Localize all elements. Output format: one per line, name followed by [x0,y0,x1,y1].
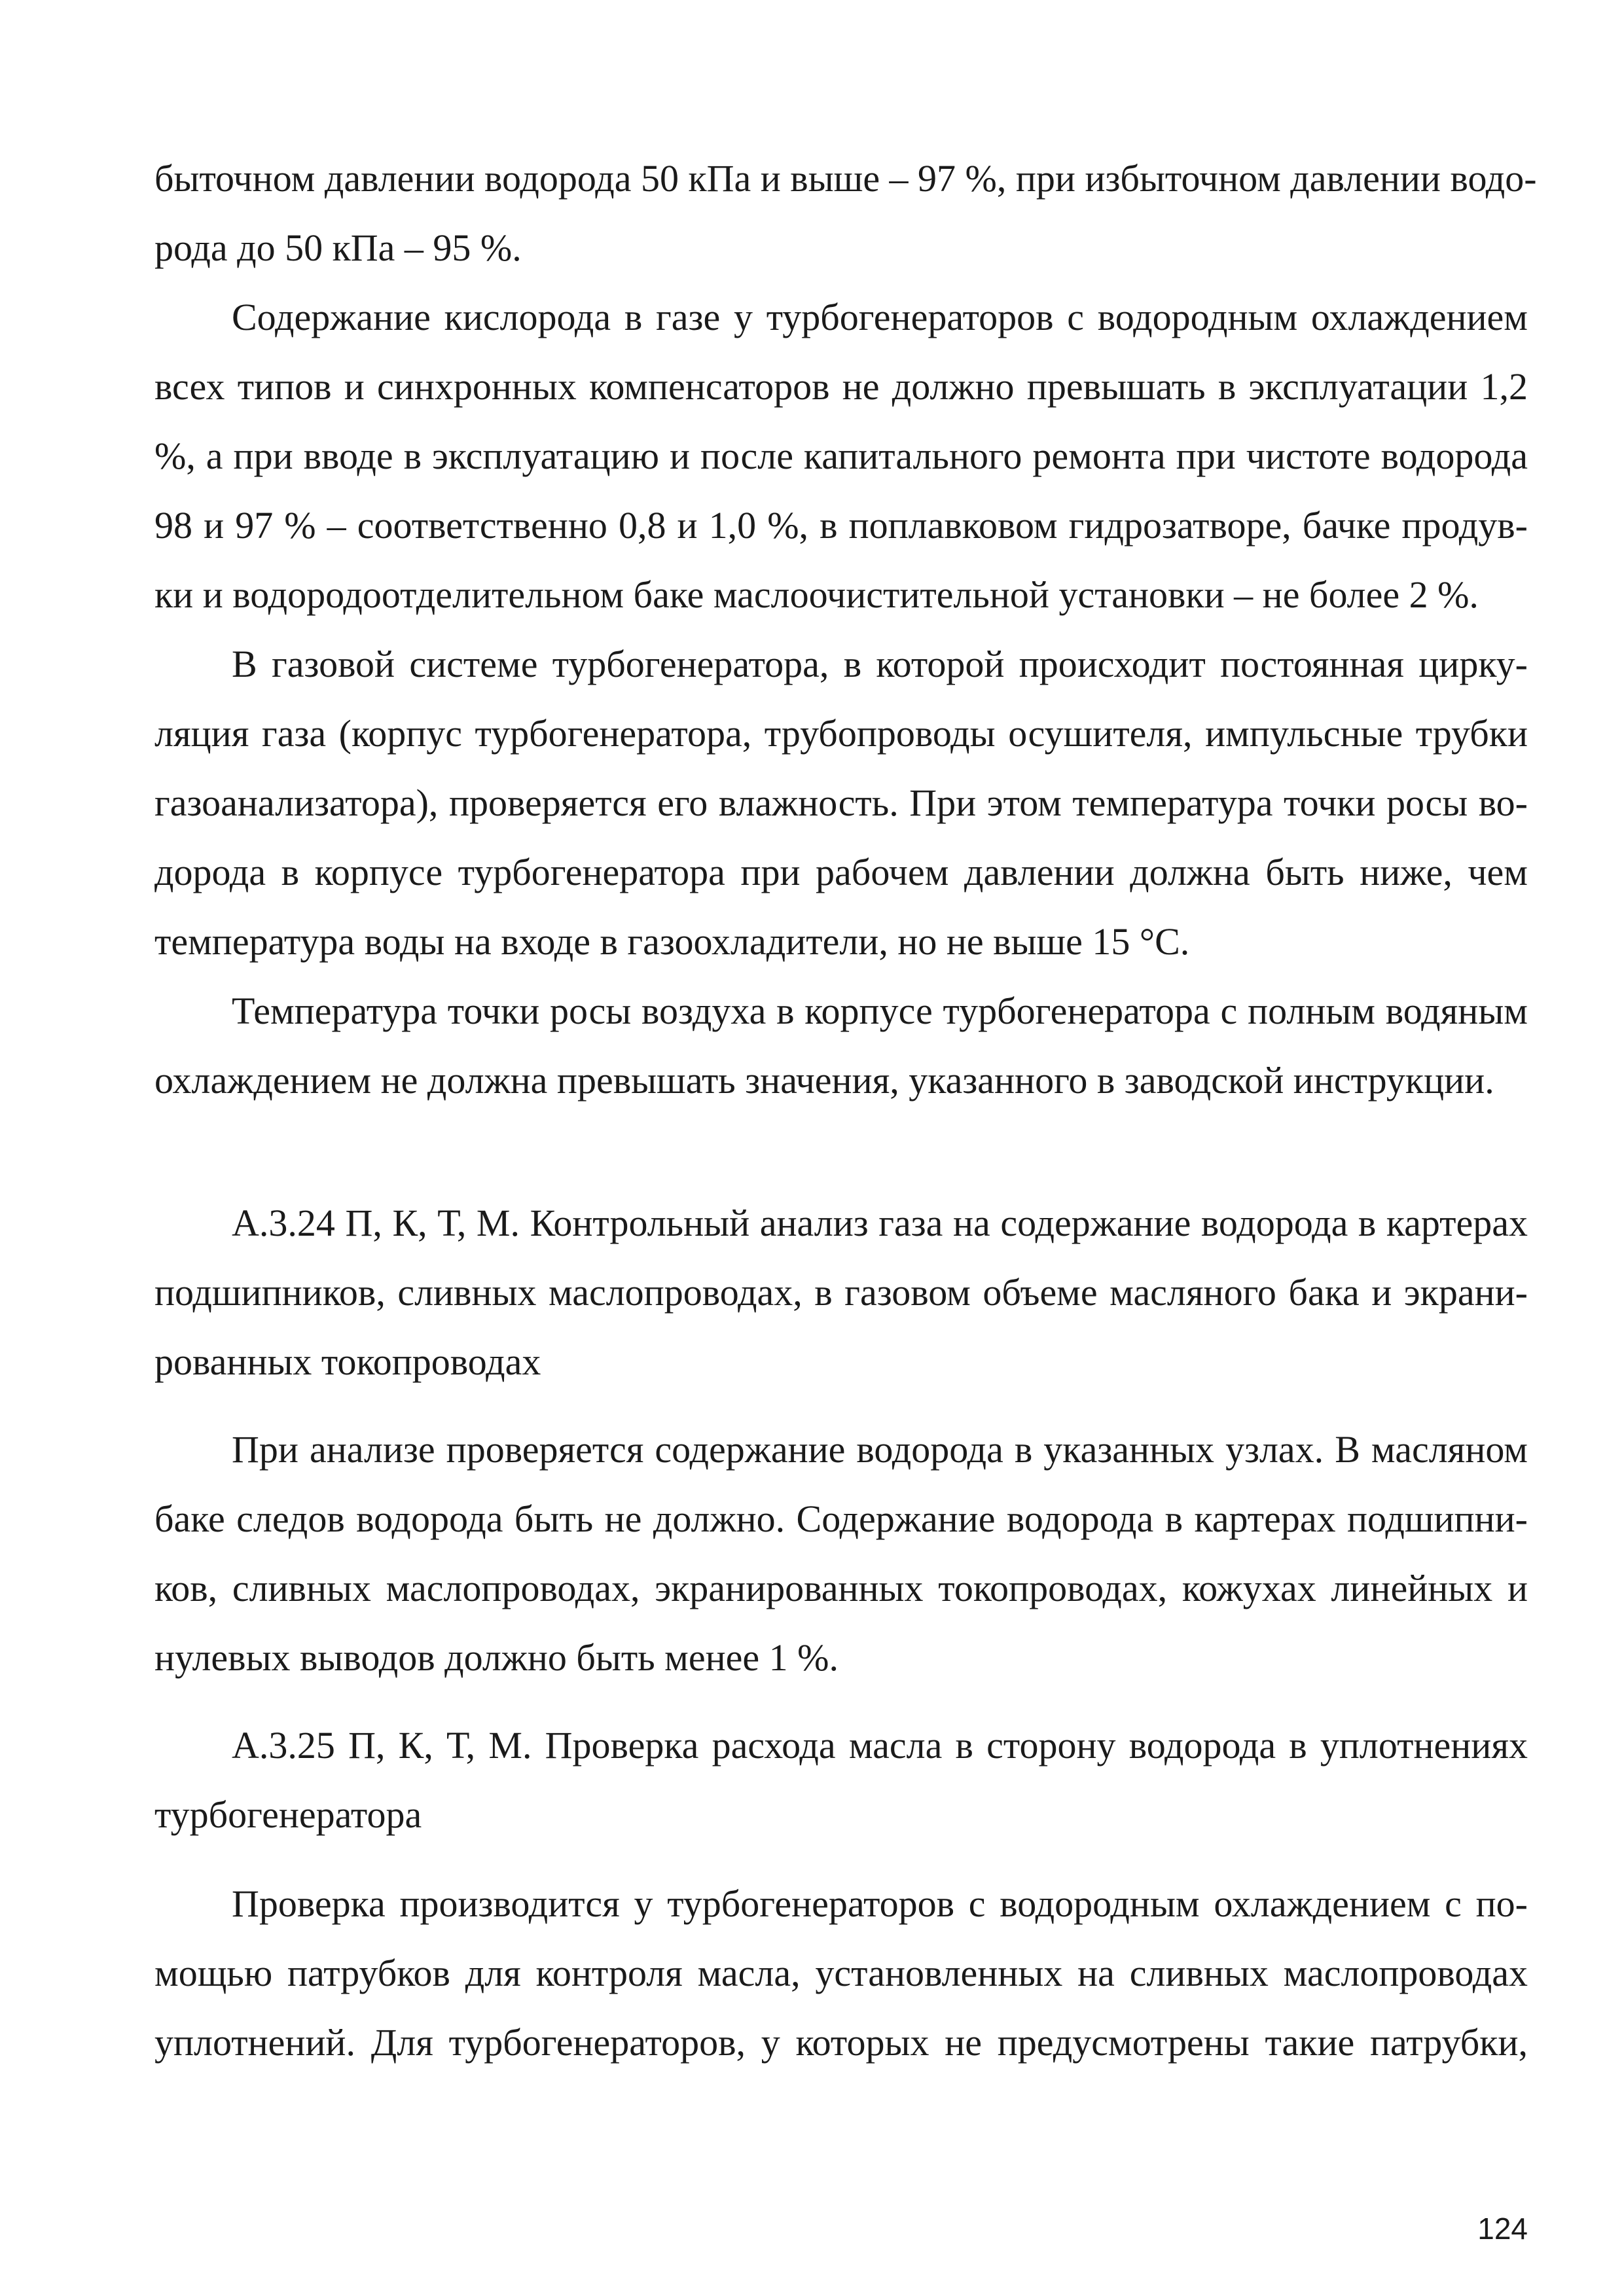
text-line: А.3.25 П, К, Т, М. Проверка расхода масла в сторону водорода в уплотнениях [232,1724,1528,1767]
paragraph-hydrogen-analysis [154,1415,1528,1693]
paragraph-continuation [154,144,1537,283]
text-line: ков, сливных маслопроводах, экранированных токопроводах, кожухах линейных и [154,1567,1528,1609]
page-number: 124 [1477,2212,1528,2246]
text-line: При анализе проверяется содержание водорода в указанных узлах. В масляном [232,1428,1528,1471]
text-line: нулевых выводов должно быть менее 1 %. [154,1636,839,1679]
paragraph-oil-flow-check [154,1869,1528,2077]
text-line: В газовой системе турбогенератора, в которой происходит постоянная цирку- [232,643,1528,685]
paragraph-gas-humidity [154,630,1528,977]
text-line: ки и водородоотделительном баке маслоочистительной установки – не более 2 %. [154,573,1479,616]
text-line: газоанализатора), проверяется его влажность. При этом температура точки росы во- [154,781,1528,824]
section-heading-a-3-25 [154,1711,1528,1850]
text-line: рованных токопроводах [154,1340,541,1383]
paragraph-oxygen-content [154,283,1528,630]
text-line: рода до 50 кПа – 95 %. [154,226,522,269]
text-line: охлаждением не должна превышать значения, указанного в заводской инструкции. [154,1059,1494,1102]
text-line: Проверка производится у турбогенераторов с водородным охлаждением с по- [232,1882,1528,1925]
text-line: 98 и 97 % – соответственно 0,8 и 1,0 %, в поплавковом гидрозатворе, бачке продув- [154,504,1528,547]
text-line: Содержание кислорода в газе у турбогенераторов с водородным охлаждением [232,296,1528,338]
text-line: турбогенератора [154,1793,422,1836]
paragraph-dew-point-air [154,977,1528,1115]
text-line: подшипников, сливных маслопроводах, в газовом объеме масляного бака и экрани- [154,1271,1528,1314]
text-line: Температура точки росы воздуха в корпусе турбогенератора с полным водяным [232,990,1528,1032]
text-line: мощью патрубков для контроля масла, установленных на сливных маслопроводах [154,1952,1528,1994]
text-line: всех типов и синхронных компенсаторов не должно превышать в эксплуатации 1,2 [154,365,1528,408]
text-line: быточном давлении водорода 50 кПа и выше – 97 %, при избыточном давлении водо- [154,157,1537,200]
text-line: уплотнений. Для турбогенераторов, у которых не предусмотрены такие патрубки, [154,2021,1528,2064]
section-heading-a-3-24 [154,1189,1528,1397]
text-line: А.3.24 П, К, Т, М. Контрольный анализ газа на содержание водорода в картерах [232,1202,1528,1244]
text-line: %, а при вводе в эксплуатацию и после капитального ремонта при чистоте водорода [154,435,1528,477]
text-line: температура воды на входе в газоохладители, но не выше 15 °С. [154,920,1190,963]
text-line: ляция газа (корпус турбогенератора, трубопроводы осушителя, импульсные трубки [154,712,1528,755]
text-line: дорода в корпусе турбогенератора при рабочем давлении должна быть ниже, чем [154,851,1528,893]
text-line: баке следов водорода быть не должно. Содержание водорода в картерах подшипни- [154,1498,1528,1540]
